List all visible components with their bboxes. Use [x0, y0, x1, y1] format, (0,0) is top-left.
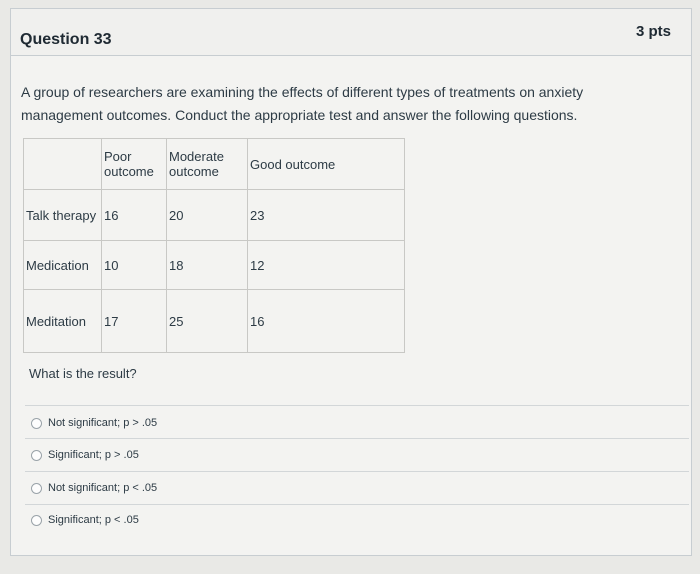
answer-divider	[25, 438, 689, 439]
answer-divider	[25, 405, 689, 406]
table-row	[24, 190, 405, 241]
answer-divider	[25, 504, 689, 505]
question-card	[10, 8, 692, 556]
answer-option[interactable]	[31, 413, 157, 433]
table-cell: 16	[248, 290, 405, 353]
answer-option[interactable]	[31, 478, 157, 498]
table-cell: 10	[102, 241, 167, 290]
answer-option[interactable]	[31, 510, 139, 530]
radio-button[interactable]	[31, 515, 42, 526]
table-row	[24, 290, 405, 353]
question-points: 3 pts	[635, 23, 671, 40]
question-title: Question 33	[20, 31, 112, 48]
table-cell: 12	[248, 241, 405, 290]
radio-button[interactable]	[31, 483, 42, 494]
table-cell: 25	[167, 290, 248, 353]
table-header-cell: Moderate outcome	[167, 139, 248, 190]
table-cell: 18	[167, 241, 248, 290]
table-header-cell: Good outcome	[248, 139, 405, 190]
result-prompt: What is the result?	[29, 366, 137, 381]
radio-button[interactable]	[31, 450, 42, 461]
answer-option-label: Significant; p > .05	[48, 449, 139, 461]
table-header-cell: Poor outcome	[102, 139, 167, 190]
answer-option-label: Significant; p < .05	[48, 514, 139, 526]
table-cell: 17	[102, 290, 167, 353]
table-row	[24, 241, 405, 290]
table-header-cell	[24, 139, 102, 190]
row-label: Meditation	[24, 290, 102, 353]
table-cell: 20	[167, 190, 248, 241]
question-text: A group of researchers are examining the effects of different types of treatments on anxiety management outcomes. Conduct the appropriate test and answer the following questions.	[21, 84, 584, 123]
table-cell: 23	[248, 190, 405, 241]
answer-option-label: Not significant; p > .05	[48, 417, 158, 429]
table-header-row	[24, 139, 405, 190]
table-cell: 16	[102, 190, 167, 241]
data-table	[23, 138, 405, 353]
row-label: Medication	[24, 241, 102, 290]
answer-divider	[25, 471, 689, 472]
row-label: Talk therapy	[24, 190, 102, 241]
question-header	[11, 9, 691, 56]
radio-button[interactable]	[31, 418, 42, 429]
answer-option[interactable]	[31, 445, 139, 465]
answer-option-label: Not significant; p < .05	[48, 482, 158, 494]
